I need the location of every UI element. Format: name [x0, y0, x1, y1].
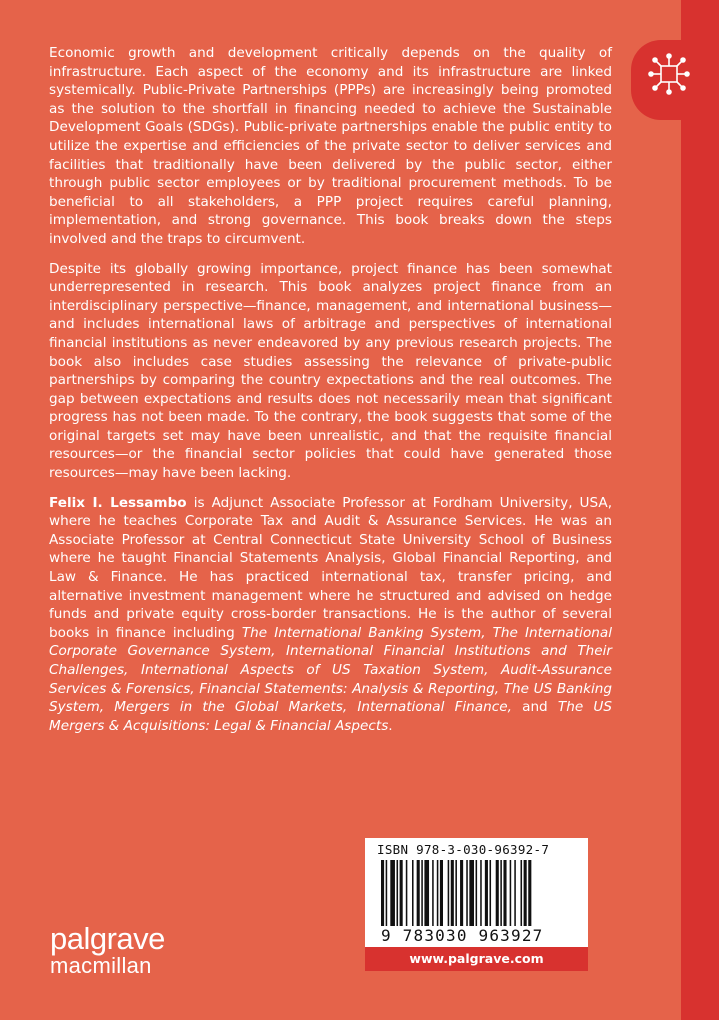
publisher-name-line2: macmillan	[50, 953, 152, 978]
barcode-panel	[365, 838, 588, 971]
publisher-url[interactable]: www.palgrave.com	[365, 947, 588, 971]
publisher-logo-badge	[631, 40, 719, 120]
publisher-wordmark	[50, 921, 165, 978]
author-bio	[49, 494, 612, 736]
publisher-name-line1: palgrave	[50, 921, 165, 956]
author-bio-end: .	[388, 717, 393, 734]
blurb-paragraph-1: Economic growth and development critically depends on the quality of infrastructure. Each aspect of the economy and its infrastructure are linked systemically. Public-Private Partnerships (PPPs) are increasingly being promoted as the solution to the shortfall in financing needed to achieve the Sustainable Development Goals (SDGs). Public-private partnerships enable the public entity to utilize the expertise and efficiencies of the private sector to deliver services and facilities that traditionally have been delivered by the public sector, either through public sector employees or by traditional procurement methods. To be beneficial to all stakeholders, a PPP project requires careful planning, implementation, and strong governance. This book breaks down the steps involved and the traps to circumvent.	[49, 45, 612, 247]
palgrave-star-icon	[647, 52, 691, 96]
isbn-label: ISBN 978-3-030-96392-7	[377, 842, 550, 857]
barcode-bars	[381, 860, 577, 932]
book-list-conjunction: and	[511, 699, 558, 716]
author-name: Felix I. Lessambo	[49, 494, 187, 511]
barcode-digits: 9 783030 963927	[381, 926, 577, 945]
spine-strip	[681, 0, 719, 1020]
book-title-last: The US Mergers & Acquisitions: Legal & Financial Aspects	[49, 699, 612, 734]
back-cover-text	[49, 44, 612, 746]
blurb-paragraph-2: Despite its globally growing importance, project finance has been somewhat underrepresented in research. This book analyzes project finance from an interdisciplinary perspective—finance, management, and international business—and includes international laws of arbitrage and perspectives of international financial institutions as never endeavored by any previous research projects. The book also includes case studies assessing the relevance of private-public partnerships by comparing the country expectations and the real outcomes. The gap between expectations and results does not necessarily mean that significant progress has not been made. To the contrary, the book suggests that some of the original targets set may have been unrealistic, and that the requisite financial resources—or the financial sector policies that could have generated those resources—may have been lacking.	[49, 260, 612, 482]
book-list: The International Banking System, The International Corporate Governance System, International Financial Institutions and Their Challenges, International Aspects of US Taxation System, Audit-Assurance Services & Forensics, Financial Statements: Analysis & Reporting, The US Banking System, Mergers in the Global Markets, International Finance,	[49, 624, 612, 716]
author-bio-text: is Adjunct Associate Professor at Fordham University, USA, where he teaches Corporate Tax and Audit & Assurance Services. He was an Associate Professor at Central Connecticut State University School of Business where he taught Financial Statements Analysis, Global Financial Reporting, and Law & Finance. He has practiced international tax, transfer pricing, and alternative investment management where he structured and advised on hedge funds and private equity cross-border transactions. He is the author of several books in finance including	[49, 494, 613, 641]
